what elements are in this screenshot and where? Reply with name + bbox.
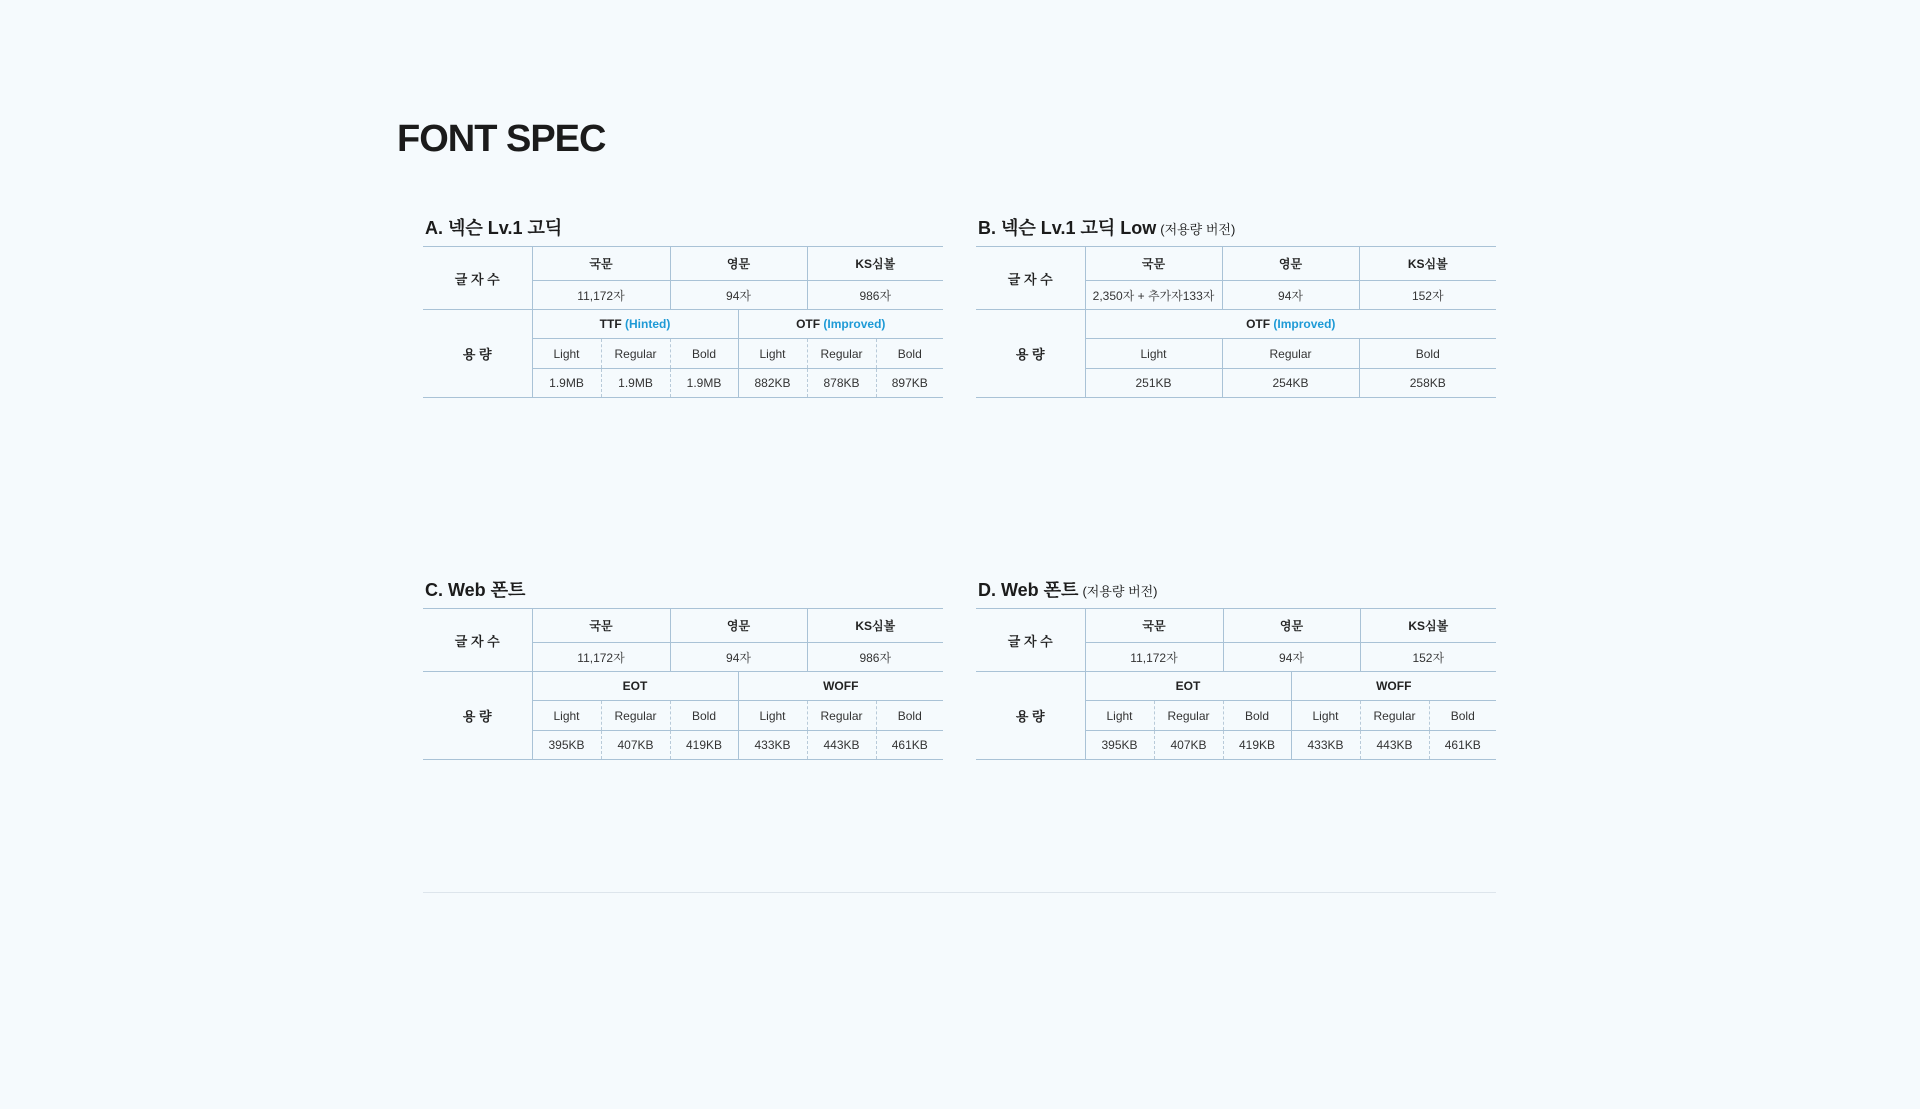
char-value-korean: 11,172자: [1085, 643, 1223, 672]
char-header-ks-symbol: KS심볼: [1359, 247, 1496, 281]
char-value-korean: 2,350자 + 추가자133자: [1085, 281, 1222, 310]
weight-cell: Regular: [1222, 339, 1359, 369]
format-tag: (Improved): [1273, 317, 1336, 331]
format-header-otf: [738, 310, 943, 339]
size-cell: 461KB: [876, 731, 943, 760]
size-label: 용 량: [976, 672, 1085, 760]
size-cell: 443KB: [1360, 731, 1429, 760]
char-header-english: 영문: [670, 247, 807, 281]
char-value-ks-symbol: 152자: [1359, 281, 1496, 310]
char-header-korean: 국문: [532, 609, 670, 643]
char-value-ks-symbol: 986자: [807, 643, 943, 672]
weight-cell: Bold: [670, 339, 738, 369]
size-cell: 419KB: [1223, 731, 1291, 760]
weight-cell: Bold: [1359, 339, 1496, 369]
weight-cell: Light: [738, 339, 807, 369]
size-label: 용 량: [423, 310, 532, 398]
format-header-woff: WOFF: [1291, 672, 1496, 701]
char-value-ks-symbol: 986자: [807, 281, 943, 310]
weight-cell: Light: [1085, 339, 1222, 369]
size-cell: 1.9MB: [670, 369, 738, 398]
size-cell: 395KB: [1085, 731, 1154, 760]
weight-cell: Light: [1291, 701, 1360, 731]
size-cell: 1.9MB: [601, 369, 670, 398]
size-cell: 251KB: [1085, 369, 1222, 398]
weight-cell: Light: [532, 701, 601, 731]
size-cell: 433KB: [1291, 731, 1360, 760]
section-d-subtitle: (저용량 버전): [1082, 584, 1158, 599]
char-value-english: 94자: [1223, 643, 1360, 672]
section-c-table: [423, 608, 943, 760]
char-value-korean: 11,172자: [532, 281, 670, 310]
char-header-korean: 국문: [1085, 609, 1223, 643]
char-value-ks-symbol: 152자: [1360, 643, 1496, 672]
char-header-ks-symbol: KS심볼: [807, 247, 943, 281]
format-tag: (Improved): [823, 317, 886, 331]
format-name: TTF: [599, 317, 622, 331]
section-a-title-text: A. 넥슨 Lv.1 고딕: [425, 218, 563, 238]
weight-cell: Regular: [601, 339, 670, 369]
section-a: [423, 214, 943, 398]
weight-cell: Bold: [1223, 701, 1291, 731]
size-cell: 407KB: [601, 731, 670, 760]
weight-cell: Regular: [807, 701, 876, 731]
format-header-otf: [1085, 310, 1496, 339]
char-header-english: 영문: [1222, 247, 1359, 281]
bottom-divider: [423, 892, 1496, 893]
size-cell: 882KB: [738, 369, 807, 398]
char-count-label: 글 자 수: [976, 609, 1085, 672]
section-d-table: [976, 608, 1496, 760]
weight-cell: Regular: [1154, 701, 1223, 731]
char-value-korean: 11,172자: [532, 643, 670, 672]
format-name: OTF: [1246, 317, 1271, 331]
size-cell: 443KB: [807, 731, 876, 760]
char-header-english: 영문: [670, 609, 807, 643]
char-header-korean: 국문: [1085, 247, 1222, 281]
format-header-eot: EOT: [1085, 672, 1291, 701]
section-c-title-text: C. Web 폰트: [425, 580, 526, 600]
char-count-label: 글 자 수: [423, 247, 532, 310]
weight-cell: Regular: [1360, 701, 1429, 731]
size-cell: 878KB: [807, 369, 876, 398]
section-d-title-text: D. Web 폰트: [978, 580, 1079, 600]
section-b-title-text: B. 넥슨 Lv.1 고딕 Low: [978, 218, 1157, 238]
section-c: [423, 576, 943, 760]
format-header-eot: EOT: [532, 672, 738, 701]
section-a-table: [423, 246, 943, 398]
section-a-title: [425, 214, 943, 246]
char-header-korean: 국문: [532, 247, 670, 281]
section-b-title: [978, 214, 1496, 246]
weight-cell: Light: [738, 701, 807, 731]
size-cell: 258KB: [1359, 369, 1496, 398]
size-cell: 1.9MB: [532, 369, 601, 398]
weight-cell: Regular: [807, 339, 876, 369]
format-tag: (Hinted): [625, 317, 671, 331]
weight-cell: Light: [1085, 701, 1154, 731]
format-name: OTF: [796, 317, 821, 331]
char-header-ks-symbol: KS심볼: [807, 609, 943, 643]
weight-cell: Bold: [876, 339, 943, 369]
size-label: 용 량: [423, 672, 532, 760]
char-count-label: 글 자 수: [423, 609, 532, 672]
char-value-english: 94자: [670, 281, 807, 310]
char-value-english: 94자: [1222, 281, 1359, 310]
section-b-subtitle: (저용량 버전): [1160, 222, 1236, 237]
size-cell: 395KB: [532, 731, 601, 760]
section-d-title: [978, 576, 1496, 608]
size-cell: 897KB: [876, 369, 943, 398]
size-cell: 407KB: [1154, 731, 1223, 760]
section-c-title: [425, 576, 943, 608]
char-header-english: 영문: [1223, 609, 1360, 643]
section-b-table: [976, 246, 1496, 398]
char-count-label: 글 자 수: [976, 247, 1085, 310]
size-cell: 419KB: [670, 731, 738, 760]
char-header-ks-symbol: KS심볼: [1360, 609, 1496, 643]
size-label: 용 량: [976, 310, 1085, 398]
section-b: [976, 214, 1496, 398]
section-d: [976, 576, 1496, 760]
weight-cell: Bold: [1429, 701, 1496, 731]
weight-cell: Regular: [601, 701, 670, 731]
format-header-woff: WOFF: [738, 672, 943, 701]
weight-cell: Bold: [670, 701, 738, 731]
format-header-ttf: [532, 310, 738, 339]
size-cell: 461KB: [1429, 731, 1496, 760]
page-title: FONT SPEC: [397, 118, 606, 160]
char-value-english: 94자: [670, 643, 807, 672]
weight-cell: Bold: [876, 701, 943, 731]
weight-cell: Light: [532, 339, 601, 369]
size-cell: 433KB: [738, 731, 807, 760]
size-cell: 254KB: [1222, 369, 1359, 398]
